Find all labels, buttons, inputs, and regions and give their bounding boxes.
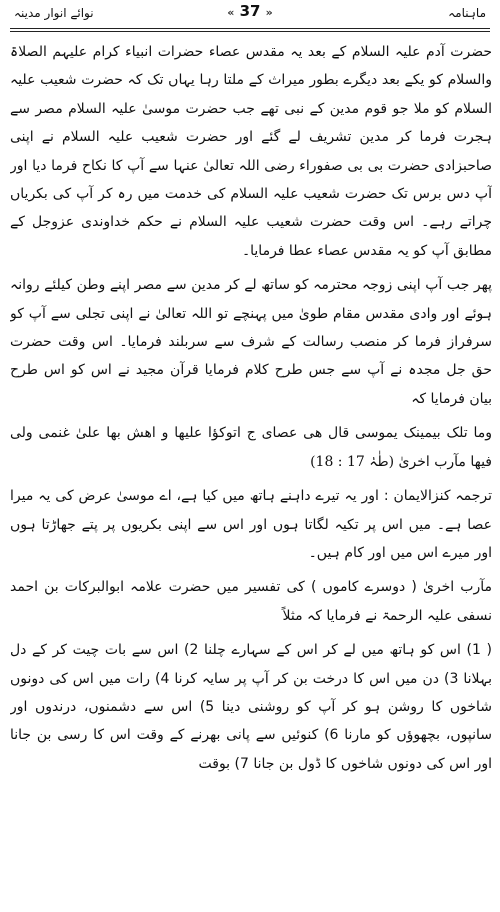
ornament-right-icon: » [265,6,273,19]
quran-verse: وما تلک بیمینک یموسی قال ھی عصای ج اتوکؤا علیھا و اھش بھا علیٰ غنمی ولی فیھا مآرب اخریٰ (طٰہٰ 17 : 18) [10,425,492,470]
header-rule-second [10,31,490,32]
article-body [10,38,492,908]
ornament-left-icon: « [227,6,235,19]
magazine-title: ماہنامہ [448,6,486,20]
tafsir-paragraph: مآرب اخریٰ ( دوسرے کاموں ) کی تفسیر میں حضرت علامہ ابوالبرکات بن احمد نسفی علیہ الرحمۃ نے فرمایا کہ مثلاً [10,579,492,624]
translation-paragraph: ترجمہ کنزالایمان : اور یہ تیرے داہنے ہاتھ میں کیا ہے، اے موسیٰ عرض کی یہ میرا عصا ہے۔ میں اس پر تکیہ لگاتا ہوں اور اس سے اپنی بکریوں پر پتے جھاڑتا ہوں اور میرے اس میں اور کام ہیں۔ [10,488,492,561]
uses-list-paragraph: ( 1) اس کو ہاتھ میں لے کر اس کے سہارے چلنا 2) اس سے بات چیت کر کے دل بہلانا 3) دن میں اس کا درخت بن کر آپ پر سایہ کرنا 4) رات میں اس کی دونوں شاخوں کا روشن ہو کر آپ کو روشنی دینا 5) اس سے دشمنوں، درندوں اور سانپوں، بچھوؤں کو مارنا 6) کنوئیں سے پانی بھرنے کے وقت اس کا رسی بن جانا اور اس کی دونوں شاخوں کا ڈول بن جانا 7) بوقت [10,642,492,772]
magazine-subtitle: نوائے انوار مدینہ [14,6,94,20]
page-header [0,0,500,30]
paragraph-2: پھر جب آپ اپنی زوجہ محترمہ کو ساتھ لے کر مدین سے مصر اپنے وطن کیلئے روانہ ہوئے اور وادی مقدس مقام طویٰ میں پہنچے تو اللہ تعالیٰ نے اپنی تجلی سے آپ کو سرفراز فرما کر منصب رسالت کے شرف سے سربلند فرمایا۔ اس وقت حضرت حق جل مجدہ نے آپ سے جس طرح کلام فرمایا قرآن مجید نے اس کو اس طرح بیان فرمایا کہ [10,277,492,407]
page-number [0,2,500,20]
header-rule [10,28,490,29]
page-number-value: 37 [239,2,261,20]
paragraph-1: حضرت آدم علیہ السلام کے بعد یہ مقدس عصاء حضرات انبیاء کرام علیہم الصلاۃ والسلام کو یکے بعد دیگرے بطور میراث کے ملتا رہا یہاں تک کہ حضرت شعیب علیہ السلام کو ملا جو قوم مدین کے نبی تھے جب حضرت موسیٰ علیہ السلام مصر سے ہجرت فرما کر مدین تشریف لے گئے اور حضرت شعیب علیہ السلام نے اپنی صاحبزادی حضرت بی بی صفوراء رضی اللہ تعالیٰ عنہا سے آپ کا نکاح فرما دیا اور آپ دس برس تک حضرت شعیب علیہ السلام کی خدمت میں رہ کر آپ کی بکریاں چراتے رہے۔ اس وقت حضرت شعیب علیہ السلام نے حکم خداوندی عزوجل کے مطابق آپ کو یہ مقدس عصاء عطا فرمایا۔ [10,44,492,259]
